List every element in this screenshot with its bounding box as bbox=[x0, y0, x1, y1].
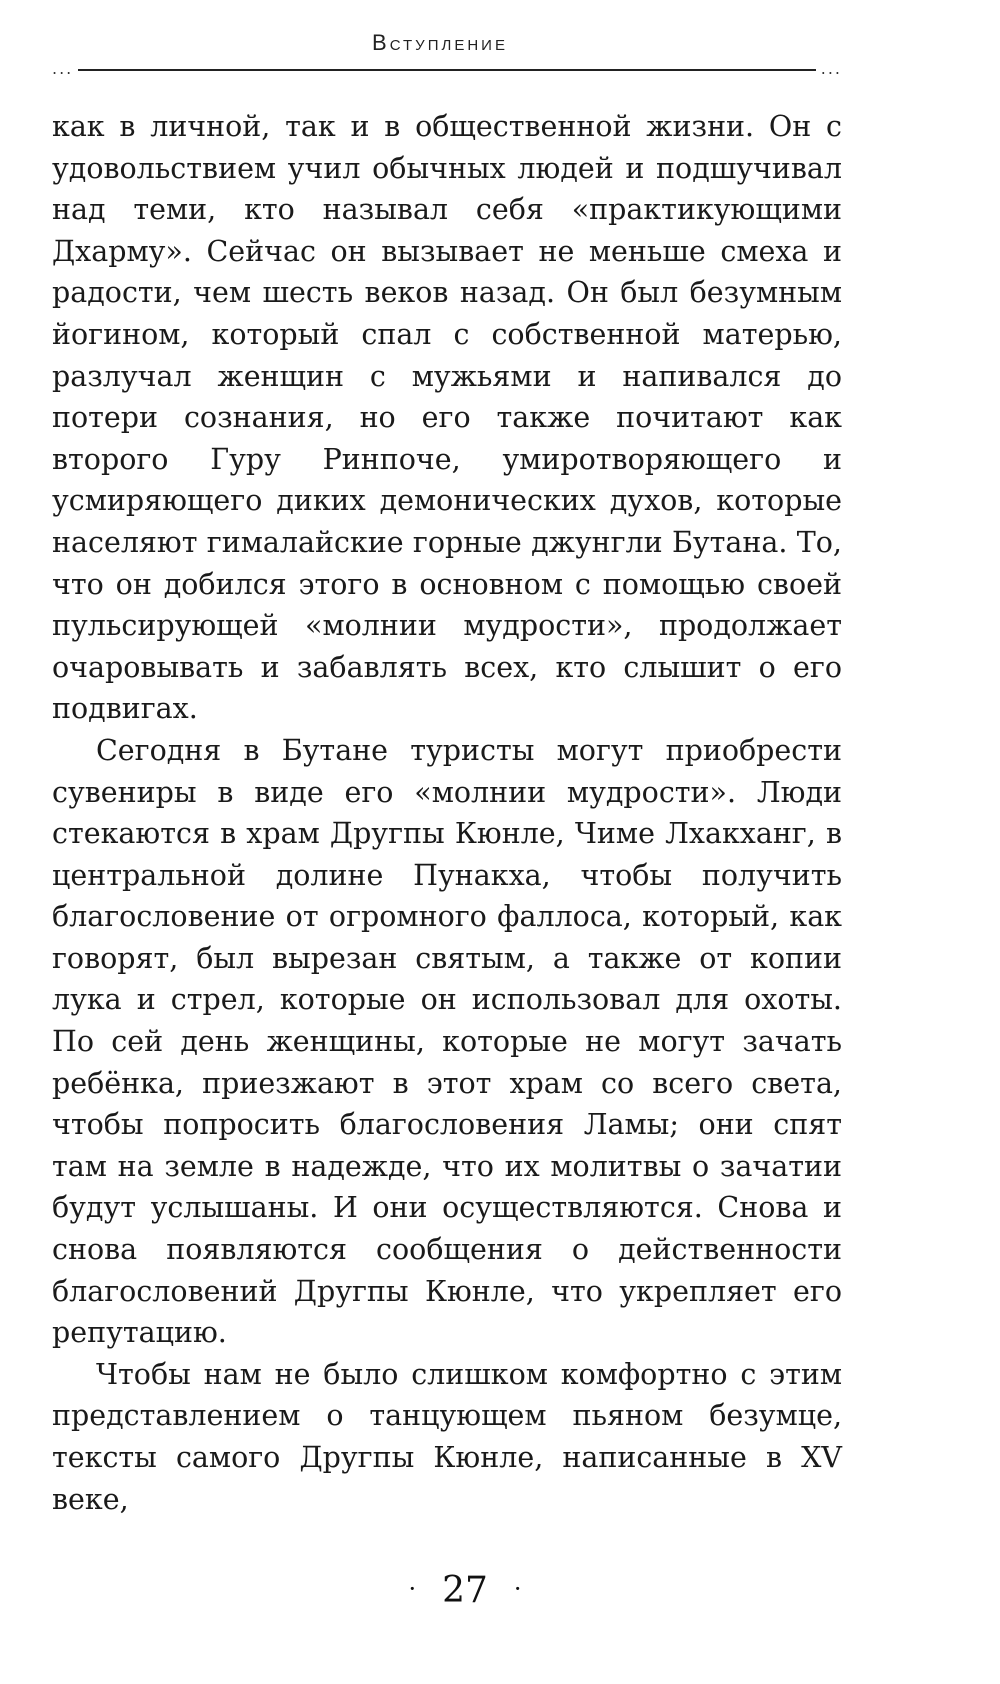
header-rule bbox=[52, 59, 842, 78]
folio-dot-right: · bbox=[513, 1575, 522, 1603]
paragraph-bhutan-souvenirs: Сегодня в Бутане туристы могут приобрести сувениры в виде его «молнии мудрости». Люди стекаются в храм Другпы Кюнле, Чиме Лхакханг, в центральной долине Пунакха, чтобы получить благословение от огромного фаллоса, который, как говорят, был вырезан святым, а также от копии лука и стрел, которые он использовал для охоты. По сей день женщины, которые не могут зачать ребёнка, приезжают в этот храм со всего света, чтобы попросить благословения Ламы; они спят там на земле в надежде, что их молитвы о зачатии будут услышаны. И они осуществляются. Снова и снова появляются сообщения о действенности благословений Другпы Кюнле, что укрепляет его репутацию. bbox=[52, 733, 842, 1350]
folio-dot-left: · bbox=[408, 1575, 417, 1603]
body-text bbox=[52, 106, 842, 1520]
page-number-footer bbox=[0, 1570, 930, 1611]
header-rule-line bbox=[78, 69, 816, 71]
header-rule-dots-left: ... bbox=[52, 59, 74, 78]
paragraph-drukpa-texts: Чтобы нам не было слишком комфортно с этим представлением о танцующем пьяном безумце, тексты самого Другпы Кюнле, написанные в XV веке, bbox=[52, 1357, 842, 1516]
page-number: 27 bbox=[442, 1570, 488, 1611]
header-rule-dots-right: ... bbox=[820, 59, 842, 78]
running-head-title: Вступление bbox=[372, 30, 508, 55]
paragraph-continuation: как в личной, так и в общественной жизни. Он с удовольствием учил обычных людей и подшучивал над теми, кто называл себя «практикующими Дхарму». Сейчас он вызывает не меньше смеха и радости, чем шесть веков назад. Он был безумным йогином, который спал с собственной матерью, разлучал женщин с мужьями и напивался до потери сознания, но его также почитают как второго Гуру Ринпоче, умиротворяющего и усмиряющего диких демонических духов, которые населяют гималайские горные джунгли Бутана. То, что он добился этого в основном с помощью своей пульсирующей «молнии мудрости», продолжает очаровывать и забавлять всех, кто слышит о его подвигах. bbox=[52, 110, 842, 726]
